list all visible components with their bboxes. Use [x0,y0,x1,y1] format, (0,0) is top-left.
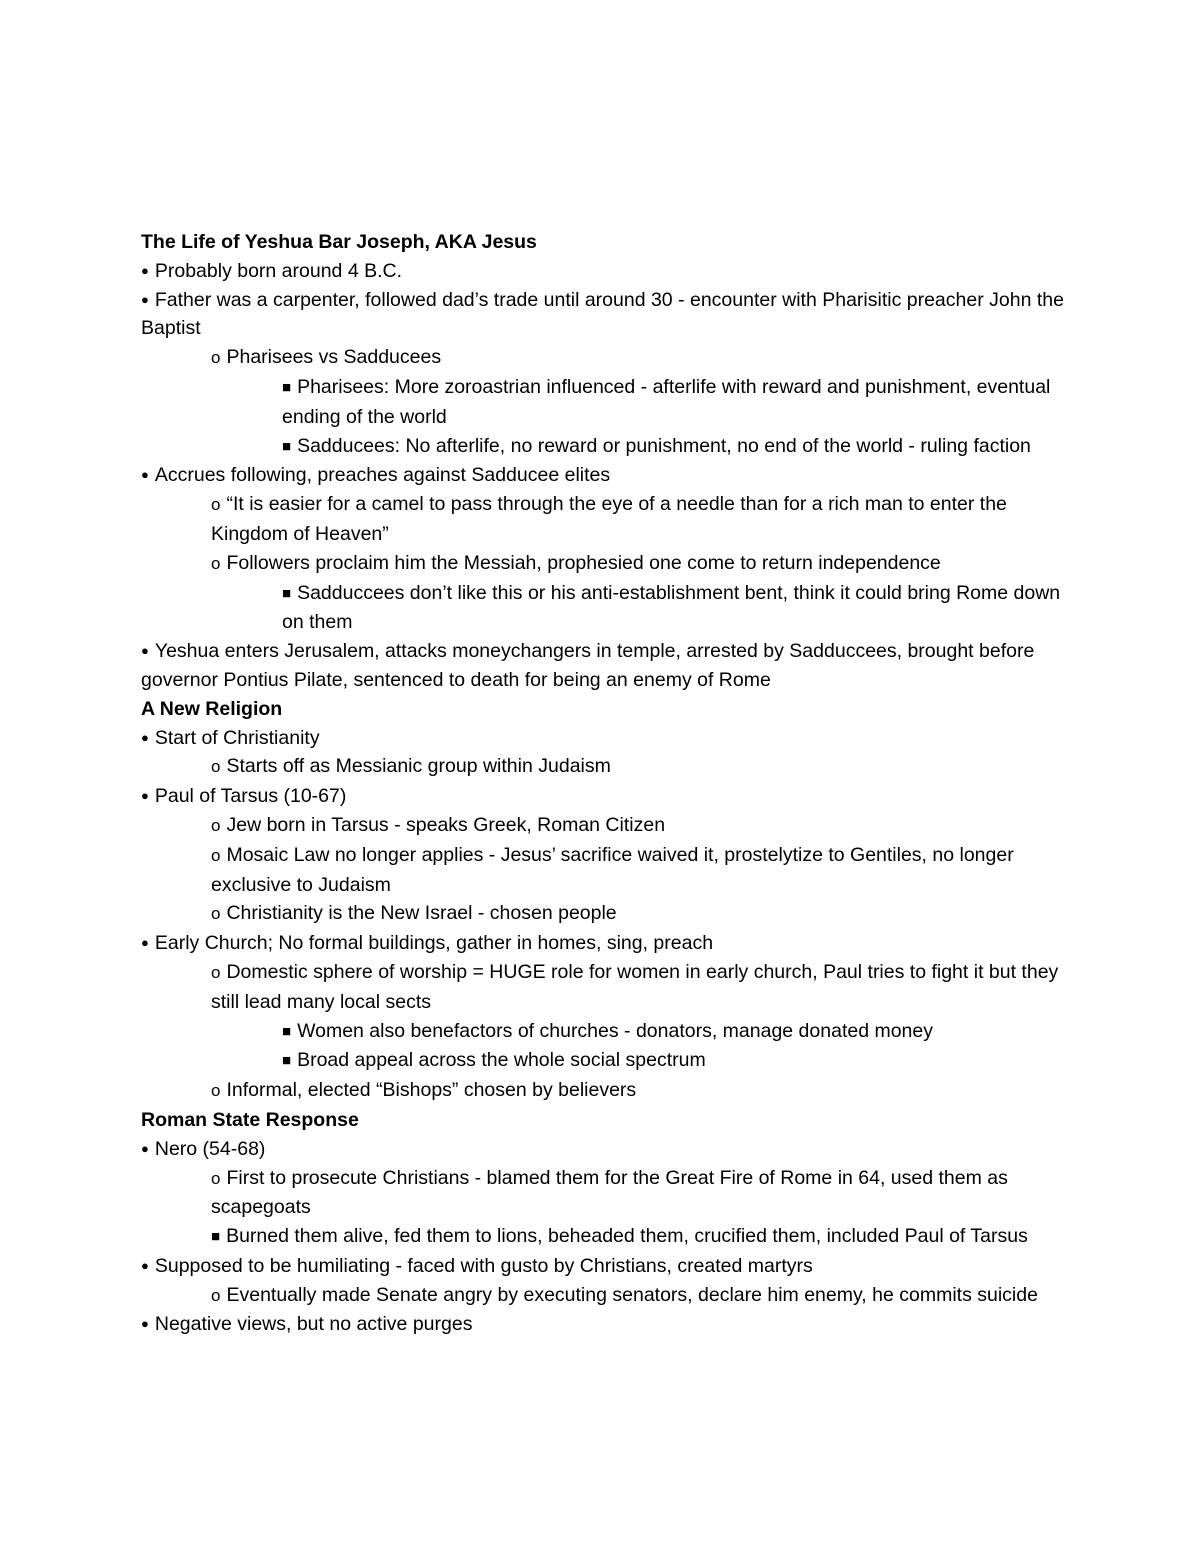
list-item-text: Pharisees vs Sadducees [226,346,442,369]
list-item-level-1 [141,724,1066,753]
list-item-text: Mosaic Law no longer applies - Jesus’ sacrifice waived it, prostelytize to Gentiles, no longer exclusive to Judaism [211,843,1014,896]
document-page [141,228,1066,1339]
section-heading: Roman State Response [141,1108,359,1131]
list-item-text: Early Church; No formal buildings, gather in homes, sing, preach [154,932,714,955]
list-item-text: Jew born in Tarsus - speaks Greek, Roman Citizen [226,813,666,836]
list-item-text: Negative views, but no active purges [154,1313,473,1336]
list-item-level-3 [141,432,1066,462]
list-item-level-2 [141,1164,1066,1223]
list-item-level-2 [141,1076,1066,1106]
list-item-level-1 [141,1252,1066,1281]
bullet-marker-icon: ● [141,935,149,951]
list-item-level-1 [141,637,1066,695]
list-item-text: Yeshua enters Jerusalem, attacks moneychangers in temple, arrested by Sadduccees, brought before governor Pontius Pilate, sentenced to death for being an enemy of Rome [141,640,1035,691]
circle-marker-icon: o [211,1285,221,1305]
list-item-text: Burned them alive, fed them to lions, beheaded them, crucified them, included Paul of Tarsus [226,1225,1028,1248]
list-item-level-2 [141,490,1066,549]
list-item-text: Starts off as Messianic group within Judaism [226,755,611,778]
square-marker-icon: ■ [282,378,292,396]
circle-marker-icon: o [211,815,221,835]
bullet-marker-icon: ● [141,1316,149,1332]
list-item-level-3 [141,1017,1066,1047]
square-marker-icon: ■ [211,1228,221,1246]
list-item-text: Nero (54-68) [154,1137,266,1160]
list-item-level-2 [141,752,1066,782]
list-item-level-3 [141,373,1066,432]
list-item-level-1 [141,461,1066,490]
circle-marker-icon: o [211,757,221,777]
square-marker-icon: ■ [282,1022,292,1040]
bullet-marker-icon: ● [141,1257,149,1273]
list-item-level-2 [141,841,1066,900]
list-item-level-2 [141,958,1066,1017]
list-item-text: Eventually made Senate angry by executing senators, declare him enemy, he commits suicide [226,1283,1038,1306]
list-item-text: Father was a carpenter, followed dad’s trade until around 30 - encounter with Pharisitic preacher John the Baptist [141,288,1064,340]
circle-marker-icon: o [211,1168,221,1188]
square-marker-icon: ■ [282,584,292,602]
circle-marker-icon: o [211,962,221,982]
bullet-marker-icon: ● [141,729,149,745]
list-item-level-2 [141,899,1066,929]
circle-marker-icon: o [211,904,221,924]
list-item-level-1 [141,929,1066,958]
circle-marker-icon: o [211,1081,221,1101]
list-item-level-2 [141,811,1066,841]
list-item-text: Sadducees: No afterlife, no reward or punishment, no end of the world - ruling faction [297,434,1031,457]
circle-marker-icon: o [211,348,221,368]
circle-marker-icon: o [211,495,221,515]
list-item-level-1 [141,286,1066,344]
list-item-text: Christianity is the New Israel - chosen people [226,902,617,925]
list-item-text: Sadduccees don’t like this or his anti-establishment bent, think it could bring Rome down on them [282,581,1061,634]
square-marker-icon: ■ [282,1052,292,1070]
list-item-text: Probably born around 4 B.C. [154,259,403,282]
list-item-level-1 [141,1135,1066,1164]
list-item-text: Women also benefactors of churches - donators, manage donated money [297,1019,933,1042]
list-item-text: Paul of Tarsus (10-67) [154,785,347,808]
section-heading: A New Religion [141,697,283,720]
bullet-marker-icon: ● [141,1140,149,1156]
circle-marker-icon: o [211,845,221,865]
list-item-text: “It is easier for a camel to pass through the eye of a needle than for a rich man to enter the Kingdom of Heaven” [211,493,1007,545]
list-item-level-2 [141,1222,1066,1252]
bullet-marker-icon: ● [141,291,149,307]
section-heading: The Life of Yeshua Bar Joseph, AKA Jesus [141,231,537,253]
list-item-text: Broad appeal across the whole social spectrum [297,1049,706,1072]
square-marker-icon: ■ [282,437,292,455]
list-item-text: Accrues following, preaches against Sadducee elites [154,464,611,487]
circle-marker-icon: o [211,553,221,573]
bullet-marker-icon: ● [141,643,149,659]
bullet-marker-icon: ● [141,262,149,278]
list-item-level-3 [141,1046,1066,1076]
list-item-level-2 [141,343,1066,373]
list-item-text: Supposed to be humiliating - faced with gusto by Christians, created martyrs [154,1254,813,1277]
list-item-level-1 [141,257,1066,286]
list-item-text: First to prosecute Christians - blamed them for the Great Fire of Rome in 64, used them as scapegoats [211,1166,1008,1219]
list-item-text: Domestic sphere of worship = HUGE role for women in early church, Paul tries to fight it but they still lead many local sects [211,960,1059,1013]
list-item-text: Informal, elected “Bishops” chosen by believers [226,1079,637,1102]
list-item-level-2 [141,549,1066,579]
list-item-level-2 [141,1281,1066,1311]
bullet-marker-icon: ● [141,467,149,483]
list-item-text: Start of Christianity [154,726,320,749]
list-item-level-1 [141,782,1066,811]
list-item-text: Followers proclaim him the Messiah, prophesied one come to return independence [226,551,941,574]
bullet-marker-icon: ● [141,788,149,804]
list-item-level-1 [141,1310,1066,1339]
list-item-level-3 [141,579,1066,638]
list-item-text: Pharisees: More zoroastrian influenced - afterlife with reward and punishment, eventual ending of the world [282,375,1051,428]
